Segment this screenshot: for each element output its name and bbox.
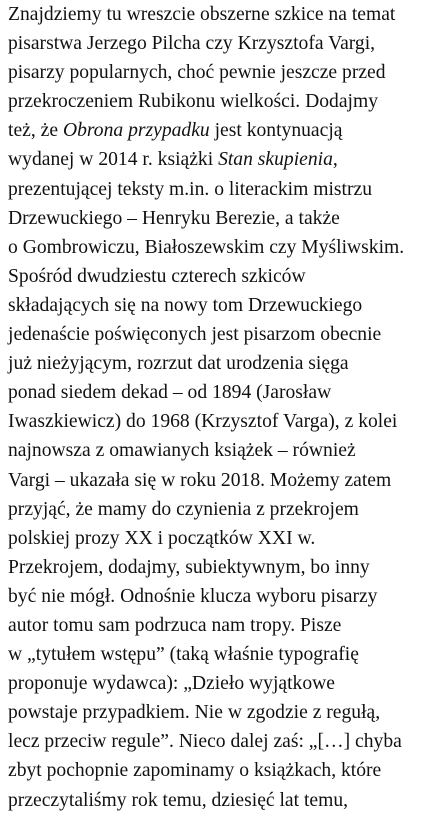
text-line bbox=[8, 0, 438, 29]
text-segment: ponad siedem dekad – od 1894 (Jarosław bbox=[8, 382, 332, 404]
text-segment: Drzewuckiego – Henryku Berezie, a także bbox=[8, 207, 340, 229]
text-segment: jedenaście poświęconych jest pisarzom obecnie bbox=[8, 324, 382, 346]
text-line bbox=[8, 727, 438, 756]
text-line bbox=[8, 204, 438, 233]
text-segment: prezentującej teksty m.in. o literackim mistrzu bbox=[8, 178, 372, 200]
text-segment: wydanej w 2014 r. książki bbox=[8, 149, 219, 171]
text-segment: pisarzy popularnych, choć pewnie jeszcze przed bbox=[8, 62, 386, 84]
text-line bbox=[8, 116, 438, 145]
text-segment: już nieżyjącym, rozrzut dat urodzenia sięga bbox=[8, 353, 349, 375]
text-line bbox=[8, 582, 438, 611]
text-line bbox=[8, 698, 438, 727]
text-segment: autor tomu sam podrzuca nam tropy. Pisze bbox=[8, 614, 342, 636]
text-segment: Spośród dwudziestu czterech szkiców bbox=[8, 265, 306, 287]
text-segment: Iwaszkiewicz) do 1968 (Krzysztof Varga), z kolei bbox=[8, 411, 398, 433]
text-line bbox=[8, 291, 438, 320]
text-segment: polskiej prozy XX i początków XXI w. bbox=[8, 527, 316, 549]
text-line bbox=[8, 553, 438, 582]
text-segment: Znajdziemy tu wreszcie obszerne szkice na temat bbox=[8, 4, 396, 25]
text-line bbox=[8, 87, 438, 116]
text-line bbox=[8, 756, 438, 785]
italic-title: Stan skupienia bbox=[218, 149, 333, 171]
text-line bbox=[8, 407, 438, 436]
text-segment: Vargi – ukazała się w roku 2018. Możemy zatem bbox=[8, 469, 392, 491]
text-line bbox=[8, 669, 438, 698]
text-line bbox=[8, 262, 438, 291]
text-line bbox=[8, 175, 438, 204]
text-line bbox=[8, 495, 438, 524]
text-segment: składających się na nowy tom Drzewuckiego bbox=[8, 294, 363, 316]
text-segment: lecz przeciw regule”. Nieco dalej zaś: „[…] chyba bbox=[8, 731, 402, 753]
text-segment: przyjąć, że mamy do czynienia z przekrojem bbox=[8, 498, 359, 520]
text-line bbox=[8, 58, 438, 87]
text-segment: powstaje przypadkiem. Nie w zgodzie z regułą, bbox=[8, 702, 381, 724]
text-segment: być nie mógł. Odnośnie klucza wyboru pisarzy bbox=[8, 585, 378, 607]
text-segment: w „tytułem wstępu” (taką właśnie typografię bbox=[8, 644, 359, 666]
text-segment: najnowsza z omawianych książek – również bbox=[8, 440, 356, 462]
text-segment: pisarstwa Jerzego Pilcha czy Krzysztofa Vargi, bbox=[8, 33, 376, 55]
text-segment: Przekrojem, dodajmy, subiektywnym, bo inny bbox=[8, 556, 370, 578]
text-line bbox=[8, 145, 438, 174]
text-line bbox=[8, 378, 438, 407]
text-segment: też, że bbox=[8, 120, 63, 142]
text-line bbox=[8, 349, 438, 378]
text-line bbox=[8, 640, 438, 669]
text-line bbox=[8, 320, 438, 349]
text-line bbox=[8, 466, 438, 495]
text-segment: przekroczeniem Rubikonu wielkości. Dodajmy bbox=[8, 91, 379, 113]
text-segment: o Gombrowiczu, Białoszewskim czy Myśliwskim. bbox=[8, 236, 405, 258]
text-segment: jest kontynuacją bbox=[209, 120, 343, 142]
text-segment: przeczytaliśmy rok temu, dziesięć lat temu, bbox=[8, 789, 349, 811]
italic-title: Obrona przypadku bbox=[62, 120, 210, 142]
text-segment: proponuje wydawca): „Dzieło wyjątkowe bbox=[8, 673, 335, 695]
text-line bbox=[8, 29, 438, 58]
text-line bbox=[8, 611, 438, 640]
text-segment: , bbox=[332, 149, 338, 171]
text-line bbox=[8, 524, 438, 553]
text-segment: zbyt pochopnie zapominamy o książkach, które bbox=[8, 760, 382, 782]
body-text bbox=[8, 0, 438, 815]
text-line bbox=[8, 786, 438, 815]
text-line bbox=[8, 233, 438, 262]
text-line bbox=[8, 436, 438, 465]
